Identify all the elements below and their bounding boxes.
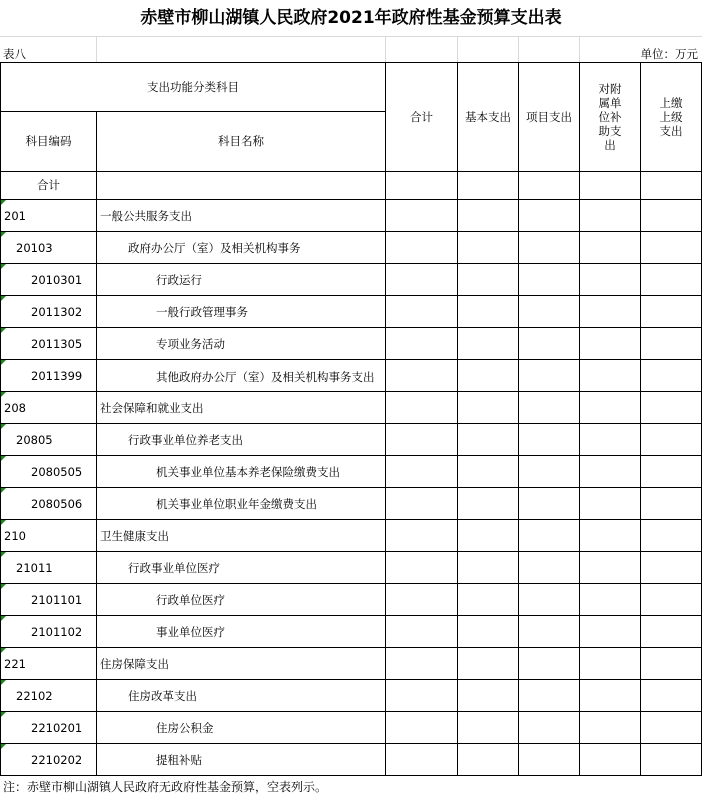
table-row <box>1 584 702 616</box>
table-row <box>1 264 702 296</box>
subject-code: 22102 <box>1 680 97 712</box>
value-cell <box>580 712 641 744</box>
value-cell <box>519 328 580 360</box>
value-cell <box>386 456 458 488</box>
value-cell <box>580 296 641 328</box>
value-cell <box>641 232 702 264</box>
value-cell <box>580 616 641 648</box>
subject-code: 210 <box>1 520 97 552</box>
value-cell <box>519 520 580 552</box>
total-name-cell <box>97 172 386 200</box>
subject-name: 一般公共服务支出 <box>97 200 386 232</box>
value-cell <box>641 584 702 616</box>
subject-code: 2210201 <box>1 712 97 744</box>
table-row <box>1 296 702 328</box>
value-cell <box>580 488 641 520</box>
value-cell <box>641 520 702 552</box>
value-cell <box>580 360 641 392</box>
value-cell <box>458 264 519 296</box>
value-cell <box>641 200 702 232</box>
header-remit <box>641 63 702 172</box>
value-cell <box>386 712 458 744</box>
subject-name: 机关事业单位基本养老保险缴费支出 <box>97 456 386 488</box>
value-cell <box>519 424 580 456</box>
grid-line <box>385 36 386 62</box>
header-function-category: 支出功能分类科目 <box>1 63 386 112</box>
grid-line <box>0 36 702 37</box>
table-row <box>1 488 702 520</box>
value-cell <box>580 552 641 584</box>
value-cell <box>641 488 702 520</box>
value-cell <box>386 232 458 264</box>
value-cell <box>386 296 458 328</box>
header-project: 项目支出 <box>519 63 580 172</box>
value-cell <box>641 264 702 296</box>
value-cell <box>458 456 519 488</box>
value-cell <box>458 616 519 648</box>
value-cell <box>580 172 641 200</box>
table-row <box>1 456 702 488</box>
total-label: 合计 <box>1 172 97 200</box>
value-cell <box>386 648 458 680</box>
value-cell <box>386 360 458 392</box>
table-row <box>1 552 702 584</box>
header-subsidy-text: 对附属单位补助支出 <box>598 82 622 152</box>
subject-code: 2010301 <box>1 264 97 296</box>
subject-code: 2080506 <box>1 488 97 520</box>
table-row <box>1 424 702 456</box>
value-cell <box>519 392 580 424</box>
value-cell <box>641 616 702 648</box>
table-number: 表八 <box>3 47 26 61</box>
grid-line <box>518 36 519 62</box>
table-row <box>1 616 702 648</box>
value-cell <box>458 392 519 424</box>
value-cell <box>641 172 702 200</box>
value-cell <box>580 520 641 552</box>
value-cell <box>519 552 580 584</box>
table-row <box>1 360 702 392</box>
table-row <box>1 648 702 680</box>
value-cell <box>580 392 641 424</box>
header-subsidy <box>580 63 641 172</box>
subject-name: 行政事业单位养老支出 <box>97 424 386 456</box>
budget-table <box>0 62 702 776</box>
footnote: 注：赤壁市柳山湖镇人民政府无政府性基金预算，空表列示。 <box>3 780 328 794</box>
page-title: 赤壁市柳山湖镇人民政府2021年政府性基金预算支出表 <box>140 8 562 28</box>
subject-name: 行政单位医疗 <box>97 584 386 616</box>
subject-name: 一般行政管理事务 <box>97 296 386 328</box>
subject-code: 201 <box>1 200 97 232</box>
subject-code: 2080505 <box>1 456 97 488</box>
value-cell <box>519 488 580 520</box>
value-cell <box>641 328 702 360</box>
value-cell <box>458 328 519 360</box>
value-cell <box>519 744 580 776</box>
subject-name: 住房公积金 <box>97 712 386 744</box>
subject-name: 专项业务活动 <box>97 328 386 360</box>
table-row <box>1 744 702 776</box>
value-cell <box>386 392 458 424</box>
value-cell <box>580 584 641 616</box>
grid-line <box>457 36 458 62</box>
unit-label: 单位：万元 <box>640 47 698 61</box>
value-cell <box>641 424 702 456</box>
value-cell <box>580 424 641 456</box>
subject-name: 其他政府办公厅（室）及相关机构事务支出 <box>97 360 386 392</box>
value-cell <box>641 552 702 584</box>
value-cell <box>580 328 641 360</box>
value-cell <box>519 200 580 232</box>
subject-name: 住房改革支出 <box>97 680 386 712</box>
subject-name: 机关事业单位职业年金缴费支出 <box>97 488 386 520</box>
header-total: 合计 <box>386 63 458 172</box>
value-cell <box>641 392 702 424</box>
subject-name: 提租补贴 <box>97 744 386 776</box>
value-cell <box>386 616 458 648</box>
subject-name: 卫生健康支出 <box>97 520 386 552</box>
subject-name: 行政运行 <box>97 264 386 296</box>
value-cell <box>386 680 458 712</box>
subject-code: 208 <box>1 392 97 424</box>
subject-code: 221 <box>1 648 97 680</box>
value-cell <box>386 264 458 296</box>
value-cell <box>458 232 519 264</box>
subject-code: 2011305 <box>1 328 97 360</box>
subject-name: 社会保障和就业支出 <box>97 392 386 424</box>
value-cell <box>386 424 458 456</box>
value-cell <box>641 456 702 488</box>
value-cell <box>386 172 458 200</box>
value-cell <box>519 172 580 200</box>
subject-code: 2210202 <box>1 744 97 776</box>
grid-line <box>96 36 97 62</box>
value-cell <box>386 328 458 360</box>
value-cell <box>580 744 641 776</box>
value-cell <box>519 680 580 712</box>
subject-code: 2011302 <box>1 296 97 328</box>
value-cell <box>580 680 641 712</box>
value-cell <box>519 712 580 744</box>
grid-line <box>579 36 580 62</box>
table-row <box>1 520 702 552</box>
value-cell <box>458 488 519 520</box>
value-cell <box>458 296 519 328</box>
value-cell <box>386 488 458 520</box>
value-cell <box>519 616 580 648</box>
table-row <box>1 232 702 264</box>
value-cell <box>386 584 458 616</box>
value-cell <box>641 360 702 392</box>
table-row <box>1 680 702 712</box>
table-row <box>1 328 702 360</box>
subject-code: 2101102 <box>1 616 97 648</box>
value-cell <box>458 360 519 392</box>
value-cell <box>458 520 519 552</box>
value-cell <box>386 552 458 584</box>
table-row <box>1 392 702 424</box>
value-cell <box>641 648 702 680</box>
value-cell <box>519 584 580 616</box>
value-cell <box>519 264 580 296</box>
value-cell <box>458 648 519 680</box>
value-cell <box>519 360 580 392</box>
subject-code: 21011 <box>1 552 97 584</box>
subject-code: 20805 <box>1 424 97 456</box>
value-cell <box>458 744 519 776</box>
subject-name: 行政事业单位医疗 <box>97 552 386 584</box>
subject-name: 政府办公厅（室）及相关机构事务 <box>97 232 386 264</box>
subject-code: 2011399 <box>1 360 97 392</box>
header-name: 科目名称 <box>97 112 386 172</box>
value-cell <box>458 424 519 456</box>
value-cell <box>458 712 519 744</box>
header-remit-text: 上缴上级支出 <box>659 96 683 138</box>
value-cell <box>580 648 641 680</box>
subject-name: 事业单位医疗 <box>97 616 386 648</box>
value-cell <box>386 200 458 232</box>
value-cell <box>580 200 641 232</box>
value-cell <box>580 456 641 488</box>
value-cell <box>519 296 580 328</box>
value-cell <box>519 648 580 680</box>
value-cell <box>458 200 519 232</box>
value-cell <box>519 232 580 264</box>
table-row <box>1 200 702 232</box>
value-cell <box>641 712 702 744</box>
table-row <box>1 712 702 744</box>
value-cell <box>458 552 519 584</box>
subject-code: 20103 <box>1 232 97 264</box>
value-cell <box>580 232 641 264</box>
value-cell <box>641 296 702 328</box>
header-code: 科目编码 <box>1 112 97 172</box>
value-cell <box>580 264 641 296</box>
value-cell <box>458 172 519 200</box>
value-cell <box>641 680 702 712</box>
value-cell <box>458 680 519 712</box>
value-cell <box>641 744 702 776</box>
header-basic: 基本支出 <box>458 63 519 172</box>
value-cell <box>386 744 458 776</box>
value-cell <box>386 520 458 552</box>
value-cell <box>519 456 580 488</box>
subject-name: 住房保障支出 <box>97 648 386 680</box>
value-cell <box>458 584 519 616</box>
subject-code: 2101101 <box>1 584 97 616</box>
